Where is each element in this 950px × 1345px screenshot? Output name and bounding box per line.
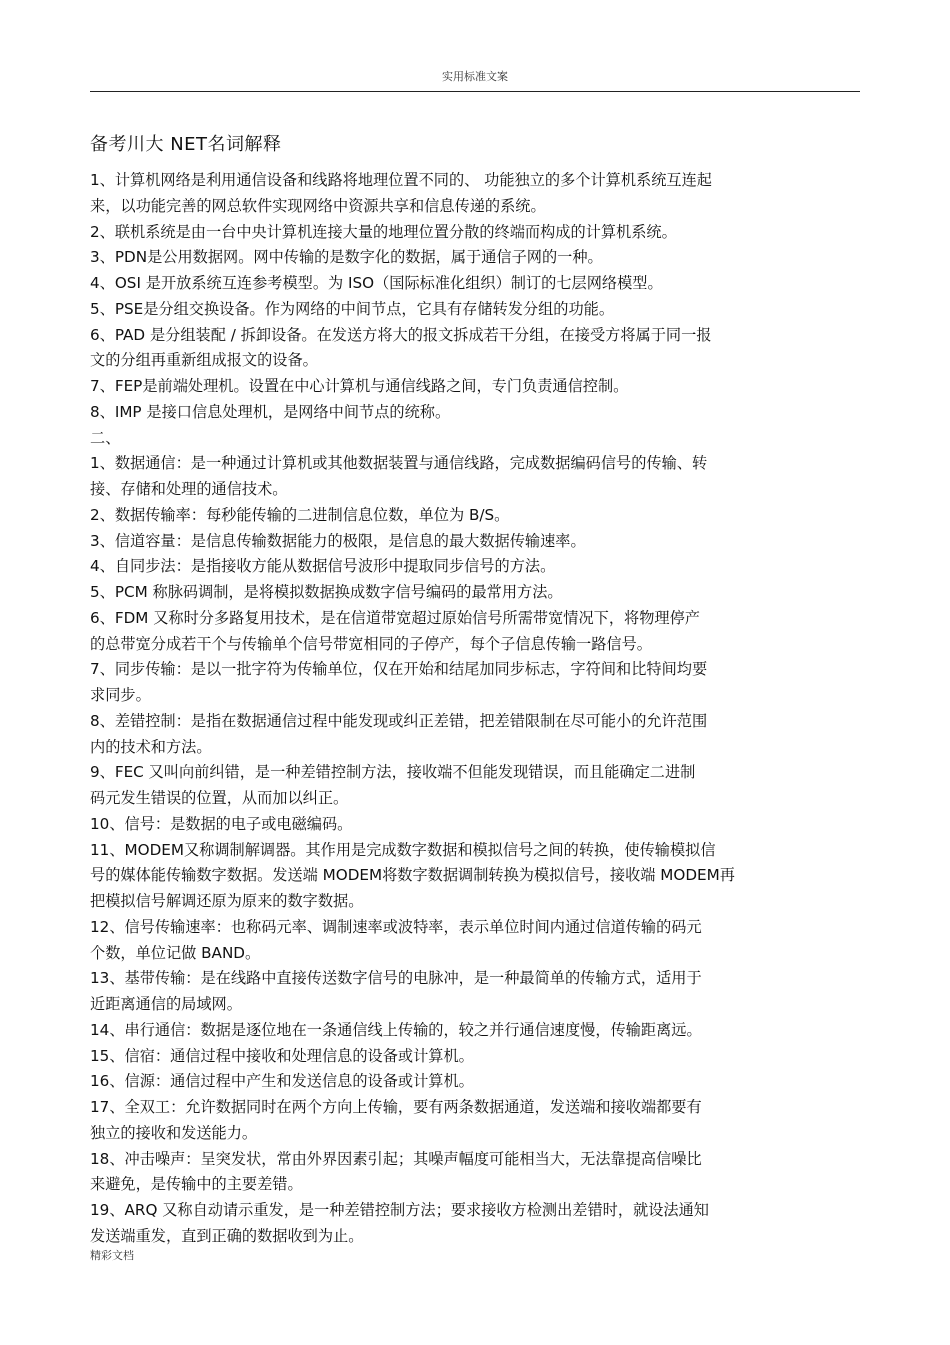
document-body (90, 168, 860, 1250)
text-line: 16、信源：通信过程中产生和发送信息的设备或计算机。 (90, 1072, 474, 1091)
text-line: 内的技术和方法。 (90, 737, 212, 756)
text-line: 10、信号：是数据的电子或电磁编码。 (90, 814, 353, 833)
page-header: 实用标准文案 (442, 70, 508, 83)
text-line: 17、全双工：允许数据同时在两个方向上传输，要有两条数据通道，发送端和接收端都要有 (90, 1098, 702, 1116)
text-line: 11、MODEM又称调制解调器。其作用是完成数字数据和模拟信号之间的转换，使传输模拟信 (90, 840, 716, 859)
text-line: 4、OSI 是开放系统互连参考模型。为 ISO（国际标准化组织）制订的七层网络模型。 (90, 274, 663, 292)
text-line: 6、FDM 又称时分多路复用技术，是在信道带宽超过原始信号所需带宽情况下，将物理停产 (90, 608, 700, 627)
text-line: 8、IMP 是接口信息处理机，是网络中间节点的统称。 (90, 402, 451, 421)
text-line: 把模拟信号解调还原为原来的数字数据。 (90, 892, 364, 910)
text-line: 14、串行通信：数据是逐位地在一条通信线上传输的，较之并行通信速度慢，传输距离远。 (90, 1020, 702, 1039)
text-line: 2、联机系统是由一台中央计算机连接大量的地理位置分散的终端而构成的计算机系统。 (90, 222, 677, 241)
text-line: 4、自同步法：是指接收方能从数据信号波形中提取同步信号的方法。 (90, 557, 556, 576)
text-line: 来避免，是传输中的主要差错。 (90, 1175, 303, 1194)
text-line: 发送端重发，直到正确的数据收到为止。 (90, 1226, 364, 1245)
text-line: 5、PSE是分组交换设备。作为网络的中间节点，它具有存储转发分组的功能。 (90, 299, 615, 318)
text-line: 个数，单位记做 BAND。 (90, 943, 261, 962)
text-line: 1、计算机网络是利用通信设备和线路将地理位置不同的、 功能独立的多个计算机系统互连起 (90, 171, 712, 189)
text-line: 6、PAD 是分组装配 / 拆卸设备。在发送方将大的报文拆成若干分组，在接受方将属于同一报 (90, 325, 712, 344)
text-line: 近距离通信的局域网。 (90, 995, 242, 1013)
text-line: 15、信宿：通信过程中接收和处理信息的设备或计算机。 (90, 1046, 474, 1065)
page-footer: 精彩文档 (90, 1249, 134, 1262)
text-line: 13、基带传输：是在线路中直接传送数字信号的电脉冲，是一种最简单的传输方式，适用于 (90, 969, 702, 988)
text-line: 3、信道容量：是信息传输数据能力的极限，是信息的最大数据传输速率。 (90, 531, 586, 550)
text-line: 5、PCM 称脉码调制，是将模拟数据换成数字信号编码的最常用方法。 (90, 583, 563, 601)
text-line: 码元发生错误的位置，从而加以纠正。 (90, 789, 349, 807)
text-line: 的总带宽分成若干个与传输单个信号带宽相同的子停产，每个子信息传输一路信号。 (90, 634, 652, 653)
document-title: 备考川大 NET名词解释 (90, 134, 282, 155)
text-line: 12、信号传输速率：也称码元率、调制速率或波特率，表示单位时间内通过信道传输的码元 (90, 917, 702, 936)
text-line: 19、ARQ 又称自动请示重发，是一种差错控制方法；要求接收方检测出差错时，就设法通知 (90, 1201, 709, 1219)
text-line: 号的媒体能传输数字数据。发送端 MODEM将数字数据调制转换为模拟信号，接收端 MODEM再 (90, 866, 735, 885)
text-line: 3、PDN是公用数据网。网中传输的是数字化的数据，属于通信子网的一种。 (90, 248, 603, 267)
text-line: 独立的接收和发送能力。 (90, 1123, 258, 1142)
text-line: 来，以功能完善的网总软件实现网络中资源共享和信息传递的系统。 (90, 196, 546, 215)
text-line: 7、同步传输：是以一批字符为传输单位，仅在开始和结尾加同步标志，字符间和比特间均要 (90, 660, 708, 679)
text-line: 接、存储和处理的通信技术。 (90, 480, 288, 498)
text-line: 8、差错控制：是指在数据通信过程中能发现或纠正差错，把差错限制在尽可能小的允许范围 (90, 711, 708, 730)
text-line: 求同步。 (90, 686, 151, 704)
text-line: 18、冲击噪声：呈突发状，常由外界因素引起；其噪声幅度可能相当大，无法靠提高信噪比 (90, 1149, 702, 1168)
text-line: 2、数据传输率：每秒能传输的二进制信息位数，单位为 B/S。 (90, 505, 510, 524)
header-rule (90, 91, 860, 92)
text-line: 1、数据通信：是一种通过计算机或其他数据装置与通信线路，完成数据编码信号的传输、转 (90, 454, 708, 473)
text-line: 9、FEC 又叫向前纠错，是一种差错控制方法，接收端不但能发现错误，而且能确定二进制 (90, 763, 696, 782)
text-line: 7、FEP是前端处理机。设置在中心计算机与通信线路之间，专门负责通信控制。 (90, 377, 629, 395)
text-line: 文的分组再重新组成报文的设备。 (90, 351, 318, 370)
text-line: 二、 (90, 428, 121, 447)
